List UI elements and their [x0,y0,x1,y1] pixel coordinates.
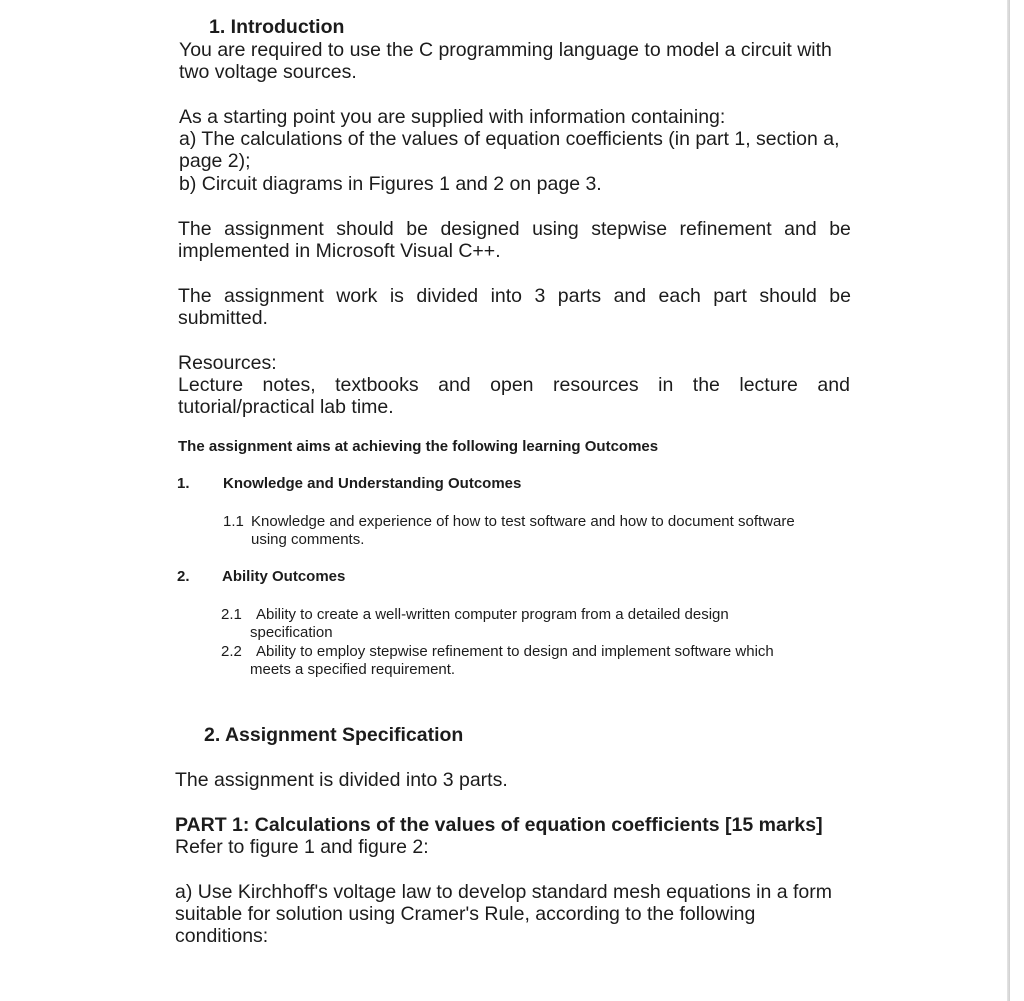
outcome-item-text: Ability to create a well-written computer program from a detailed design [256,606,729,623]
part1-item-a: suitable for solution using Cramer's Rule, according to the following [175,903,756,925]
outcome-item-number: 1.1 [223,513,244,530]
specification-intro: The assignment is divided into 3 parts. [175,769,508,791]
outcome-item-text: Knowledge and experience of how to test software and how to document software [251,513,795,530]
outcome-item-text: meets a specified requirement. [250,661,456,678]
resources-line: Lecture notes, textbooks and open resources in the lecture and [178,374,850,396]
part1-item-a: a) Use Kirchhoff's voltage law to develop standard mesh equations in a form [175,881,832,903]
outcome-item-text: Ability to employ stepwise refinement to design and implement software which [256,643,774,660]
outcome-section-title: Knowledge and Understanding Outcomes [223,475,522,492]
part1-title: PART 1: Calculations of the values of equation coefficients [15 marks] [175,814,823,836]
resources-label: Resources: [178,352,277,374]
stepwise-paragraph-line: The assignment should be designed using stepwise refinement and be [178,218,851,240]
starting-point-item-a: a) The calculations of the values of equation coefficients (in part 1, section a, [179,128,840,150]
parts-paragraph-line: submitted. [178,307,268,329]
starting-point-line: As a starting point you are supplied with information containing: [179,106,726,128]
outcome-section-number: 1. [177,475,190,492]
outcome-item-number: 2.1 [221,606,242,623]
intro-paragraph-line: two voltage sources. [179,61,357,83]
starting-point-item-b: b) Circuit diagrams in Figures 1 and 2 on page 3. [179,173,602,195]
page-edge [1007,0,1010,1001]
intro-paragraph-line: You are required to use the C programming language to model a circuit with [179,39,832,61]
outcome-item-number: 2.2 [221,643,242,660]
resources-line: tutorial/practical lab time. [178,396,394,418]
outcome-item-text: specification [250,624,333,641]
part1-refer: Refer to figure 1 and figure 2: [175,836,429,858]
outcome-section-title: Ability Outcomes [222,568,346,585]
outcome-item-text: using comments. [251,531,365,548]
introduction-heading: 1. Introduction [209,16,345,38]
starting-point-item-a-cont: page 2); [179,150,251,172]
parts-paragraph-line: The assignment work is divided into 3 parts and each part should be [178,285,851,307]
stepwise-paragraph-line: implemented in Microsoft Visual C++. [178,240,501,262]
specification-heading: 2. Assignment Specification [204,724,464,746]
part1-item-a: conditions: [175,925,269,947]
outcomes-heading: The assignment aims at achieving the following learning Outcomes [178,438,659,455]
outcome-section-number: 2. [177,568,190,585]
